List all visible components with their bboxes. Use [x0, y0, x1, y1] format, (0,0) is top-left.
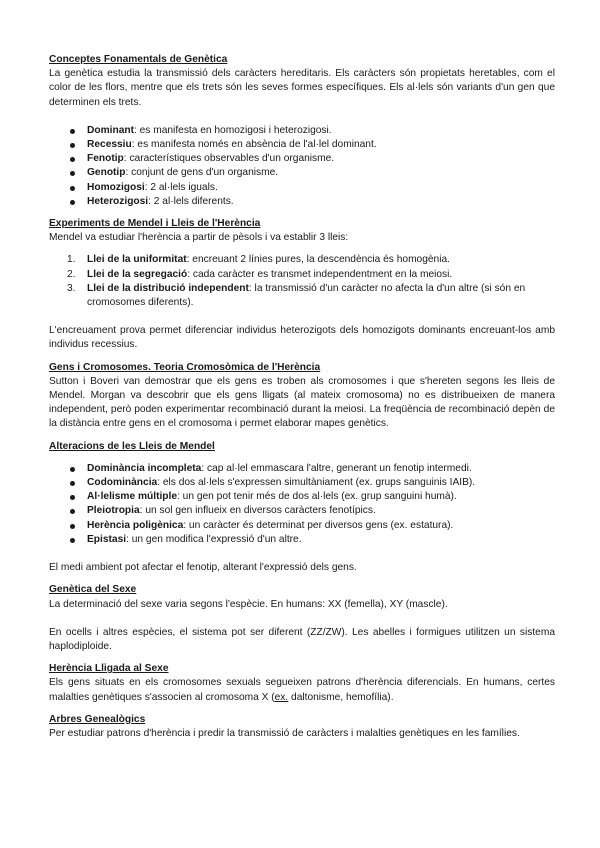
list-item	[49, 152, 555, 166]
list-item	[49, 533, 555, 547]
term: Al·lelisme múltiple	[87, 491, 178, 503]
section-title-alterations: Alteracions de les Lleis de Mendel	[49, 440, 215, 452]
definition: : cada caràcter es transmet independentment en la meiosi.	[187, 268, 453, 280]
term: Llei de la distribució independent	[87, 282, 249, 294]
text-fragment-underlined: ex.	[274, 691, 289, 703]
definition: : cap al·lel emmascara l'altre, generant un fenotip intermedi.	[201, 462, 472, 474]
spacer	[49, 110, 555, 124]
definition: : característiques observables d'un organisme.	[123, 153, 335, 165]
spacer	[49, 432, 555, 440]
definition: : un sol gen influeix en diversos caràcters fenotípics.	[139, 505, 376, 517]
list-number: 3.	[67, 282, 76, 294]
paragraph-pedigrees: Per estudiar patrons d'herència i predir la transmissió de caràcters i malalties genètiques en les famílies.	[49, 727, 520, 739]
definition: : la transmissió d'un caràcter no afecta la d'un altre (si són en cromosomes diferents).	[87, 282, 526, 309]
list-item	[49, 519, 555, 533]
spacer	[49, 310, 555, 324]
paragraph-sex-determination: La determinació del sexe varia segons l'espècie. En humans: XX (femella), XY (mascle).	[49, 598, 448, 610]
definition: : un caràcter és determinat per diversos gens (ex. estatura).	[183, 519, 454, 531]
paragraph-other-systems: En ocells i altres espècies, el sistema pot ser diferent (ZZ/ZW). Les abelles i formigues utilitzen un sistema haplodiploide.	[49, 626, 555, 652]
list-number: 1.	[67, 254, 76, 266]
term: Llei de la segregació	[87, 268, 188, 280]
definition: : es manifesta en homozigosi i heterozigosi.	[133, 124, 332, 136]
list-number: 2.	[67, 268, 76, 280]
section-title-mendel: Experiments de Mendel i Lleis de l'Herència	[49, 218, 261, 230]
definition: : els dos al·lels s'expressen simultàniament (ex. grups sanguinis IAIB).	[157, 477, 476, 489]
list-item	[49, 462, 555, 476]
term: Dominància incompleta	[87, 462, 202, 474]
list-item	[49, 268, 555, 282]
paragraph-environment: El medi ambient pot afectar el fenotip, alterant l'expressió dels gens.	[49, 562, 357, 574]
term: Genotip	[87, 167, 126, 179]
list-item	[49, 282, 555, 310]
term: Fenotip	[87, 153, 124, 165]
section-title-chromosomes: Gens i Cromosomes. Teoria Cromosòmica de l'Herència	[49, 361, 321, 373]
numbered-list-laws	[49, 253, 555, 310]
list-item	[49, 195, 555, 209]
spacer	[49, 575, 555, 583]
list-item	[49, 124, 555, 138]
term: Herència poligènica	[87, 519, 184, 531]
spacer	[49, 654, 555, 662]
definition: : un gen pot tenir més de dos al·lels (ex. grup sanguini humà).	[177, 491, 457, 503]
term: Recessiu	[87, 139, 132, 151]
spacer	[49, 245, 555, 253]
definition: : conjunt de gens d'un organisme.	[125, 167, 279, 179]
spacer	[49, 353, 555, 361]
term: Codominància	[87, 477, 158, 489]
spacer	[49, 209, 555, 217]
paragraph-test-cross: L'encreuament prova permet diferenciar individus heterozigots dels homozigots dominants encreuant-los amb individus recessius.	[49, 325, 555, 351]
term: Dominant	[87, 124, 134, 136]
spacer	[49, 705, 555, 713]
document-page	[49, 53, 555, 741]
list-item	[49, 138, 555, 152]
term: Homozigosi	[87, 181, 145, 193]
paragraph-sex-linked	[49, 676, 555, 704]
text-fragment: Els gens situats en els cromosomes sexuals segueixen patrons d'herència diferencials. En humans, certes malalties genètiques s'associen al cromosoma X (	[49, 677, 555, 703]
bullet-list-alterations	[49, 462, 555, 547]
section-title-pedigrees: Arbres Genealògics	[49, 713, 146, 725]
definition: : es manifesta només en absència de l'al·lel dominant.	[131, 139, 377, 151]
spacer	[49, 612, 555, 626]
term: Epistasi	[87, 533, 127, 545]
list-item	[49, 181, 555, 195]
term: Heterozigosi	[87, 195, 149, 207]
section-title-sex-genetics: Genètica del Sexe	[49, 584, 137, 596]
section-title-fundamentals: Conceptes Fonamentals de Genètica	[49, 54, 228, 65]
list-item	[49, 253, 555, 267]
list-item	[49, 504, 555, 518]
section-title-sex-linked: Herència Lligada al Sexe	[49, 663, 169, 675]
list-item	[49, 490, 555, 504]
bullet-list-concepts	[49, 124, 555, 209]
paragraph-fundamentals: La genètica estudia la transmissió dels caràcters hereditaris. Els caràcters són propietats heretables, com el color de les flors, mentre que els trets són les seves formes específiques. Els al·lels són variants d'un gen que determinen els trets.	[49, 68, 555, 108]
text-fragment: daltonisme, hemofília).	[288, 691, 394, 703]
paragraph-mendel-intro: Mendel va estudiar l'herència a partir de pèsols i va establir 3 lleis:	[49, 232, 349, 244]
definition: : un gen modifica l'expressió d'un altre.	[126, 533, 302, 545]
term: Llei de la uniformitat	[87, 254, 187, 266]
paragraph-chromosomes: Sutton i Boveri van demostrar que els gens es troben als cromosomes i que s'hereten segons les lleis de Mendel. Morgan va descobrir que els gens lligats (al mateix cromosoma) no es distribueixen de manera independent, però poden experimentar recombinació durant la meiosi. La freqüència de recombinació depèn de la distància entre gens en el cromosoma i permet elaborar mapes genètics.	[49, 375, 555, 430]
spacer	[49, 547, 555, 561]
definition: : 2 al·lels iguals.	[144, 181, 218, 193]
definition: : 2 al·lels diferents.	[148, 195, 234, 207]
list-item	[49, 476, 555, 490]
term: Pleiotropia	[87, 505, 140, 517]
spacer	[49, 454, 555, 462]
list-item	[49, 166, 555, 180]
definition: : encreuant 2 línies pures, la descendència és homogènia.	[186, 254, 450, 266]
